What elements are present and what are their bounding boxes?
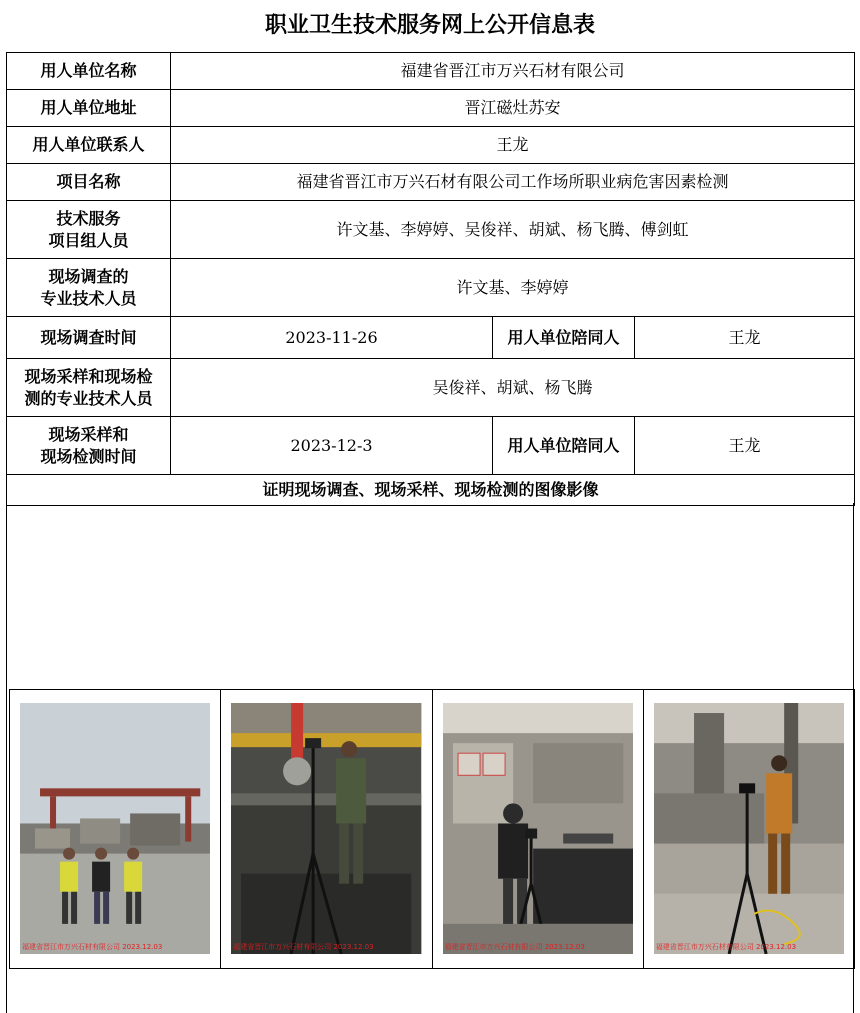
row-section-header — [7, 475, 855, 506]
photo-cutting-machine — [654, 703, 844, 954]
photo-strip — [9, 689, 855, 969]
image-section-header: 证明现场调查、现场采样、现场检测的图像影像 — [7, 475, 855, 506]
team-label-line1: 技术服务 — [56, 208, 121, 228]
row-unit-name — [7, 53, 855, 90]
sampling-time-value: 2023-12-3 — [171, 417, 493, 475]
row-unit-address — [7, 90, 855, 127]
sampling-staff-label-line2: 测的专业技术人员 — [24, 388, 153, 408]
photo-workshop-sampler — [231, 703, 421, 954]
photo-caption: 福建省晋江市万兴石材有限公司 2023.12.03 — [22, 943, 163, 951]
team-label — [7, 201, 171, 259]
team-value: 许文基、李婷婷、吴俊祥、胡斌、杨飞腾、傅剑虹 — [171, 201, 855, 259]
survey-staff-label-line1: 现场调查的 — [48, 266, 129, 286]
sampling-escort-label: 用人单位陪同人 — [493, 417, 635, 475]
sampling-staff-value: 吴俊祥、胡斌、杨飞腾 — [171, 359, 855, 417]
photo-area — [6, 503, 854, 1013]
photo-caption: 福建省晋江市万兴石材有限公司 2023.12.03 — [233, 943, 374, 951]
photo-worker-machine — [443, 703, 633, 954]
photo-cell — [644, 690, 854, 968]
photo-cell — [433, 690, 644, 968]
sampling-time-label — [7, 417, 171, 475]
contact-value: 王龙 — [171, 127, 855, 164]
photo-caption: 福建省晋江市万兴石材有限公司 2023.12.03 — [655, 943, 797, 951]
team-label-line2: 项目组人员 — [48, 230, 129, 250]
photo-yard-crane — [20, 703, 210, 954]
survey-escort-value: 王龙 — [635, 317, 855, 359]
contact-label: 用人单位联系人 — [7, 127, 171, 164]
unit-name-label: 用人单位名称 — [7, 53, 171, 90]
survey-time-label: 现场调查时间 — [7, 317, 171, 359]
row-project-name — [7, 164, 855, 201]
photo-caption: 福建省晋江市万兴石材有限公司 2023.12.03 — [444, 943, 585, 951]
sampling-time-label-line1: 现场采样和 — [48, 424, 129, 444]
survey-staff-label — [7, 259, 171, 317]
unit-address-value: 晋江磁灶苏安 — [171, 90, 855, 127]
sampling-staff-label — [7, 359, 171, 417]
row-survey-time — [7, 317, 855, 359]
sampling-time-label-line2: 现场检测时间 — [40, 446, 137, 466]
unit-name-value: 福建省晋江市万兴石材有限公司 — [171, 53, 855, 90]
survey-time-value: 2023-11-26 — [171, 317, 493, 359]
photo-cell — [10, 690, 221, 968]
sampling-escort-value: 王龙 — [635, 417, 855, 475]
project-name-label: 项目名称 — [7, 164, 171, 201]
survey-staff-value: 许文基、李婷婷 — [171, 259, 855, 317]
info-table — [6, 52, 855, 506]
survey-staff-label-line2: 专业技术人员 — [40, 288, 137, 308]
project-name-value: 福建省晋江市万兴石材有限公司工作场所职业病危害因素检测 — [171, 164, 855, 201]
photo-cell — [221, 690, 432, 968]
row-team — [7, 201, 855, 259]
row-sampling-staff — [7, 359, 855, 417]
unit-address-label: 用人单位地址 — [7, 90, 171, 127]
row-sampling-time — [7, 417, 855, 475]
sampling-staff-label-line1: 现场采样和现场检 — [24, 366, 153, 386]
row-survey-staff — [7, 259, 855, 317]
row-contact — [7, 127, 855, 164]
survey-escort-label: 用人单位陪同人 — [493, 317, 635, 359]
page-title: 职业卫生技术服务网上公开信息表 — [264, 13, 595, 38]
